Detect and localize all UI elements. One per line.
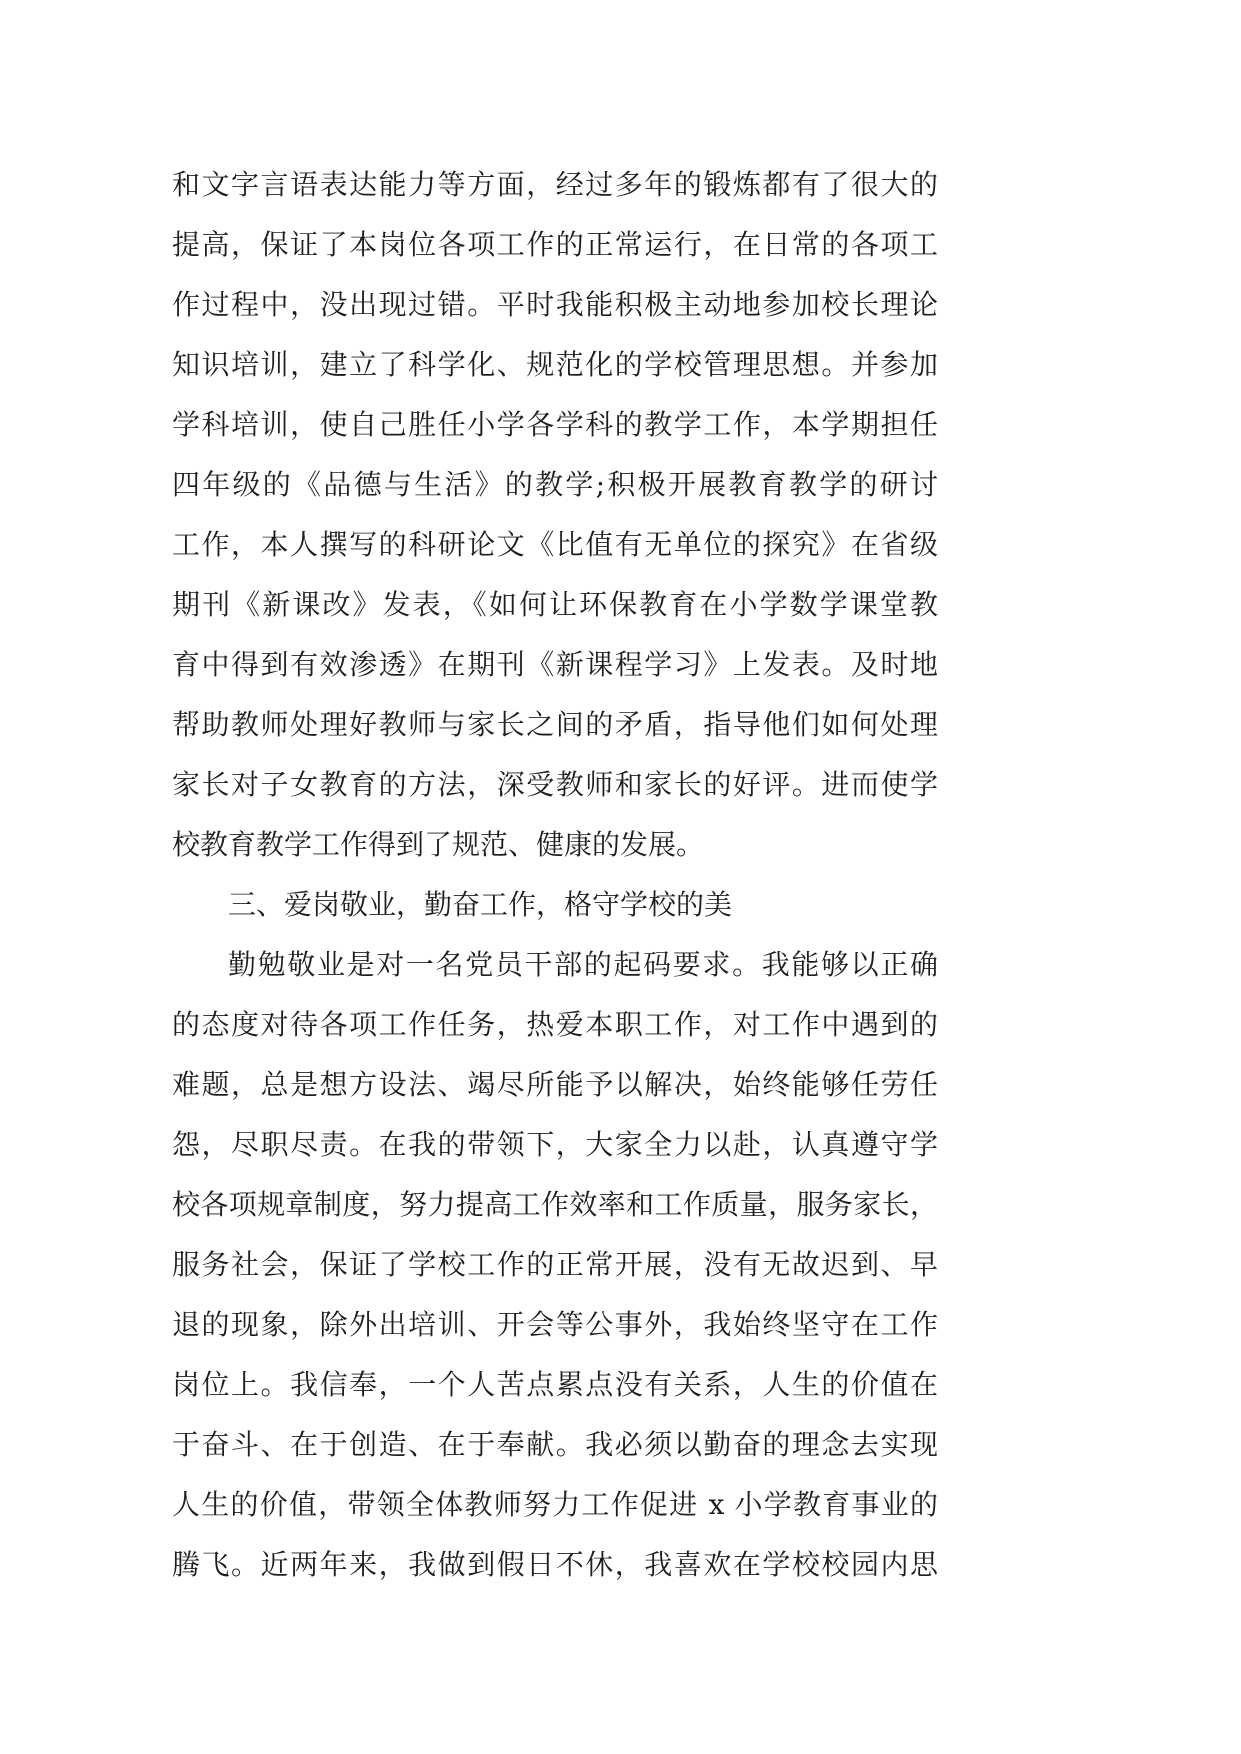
- text-line: 育中得到有效渗透》在期刊《新课程学习》上发表。及时地: [172, 648, 938, 681]
- text-line: 知识培训，建立了科学化、规范化的学校管理思想。并参加: [172, 348, 938, 381]
- paragraph-1: [172, 155, 938, 875]
- text-line: 岗位上。我信奉，一个人苦点累点没有关系，人生的价值在: [172, 1368, 938, 1401]
- text-line: 的态度对待各项工作任务，热爱本职工作，对工作中遇到的: [172, 1008, 938, 1041]
- text-line: 退的现象，除外出培训、开会等公事外，我始终坚守在工作: [172, 1308, 938, 1341]
- text-line: 提高，保证了本岗位各项工作的正常运行，在日常的各项工: [172, 228, 938, 261]
- text-line: 服务社会，保证了学校工作的正常开展，没有无故迟到、早: [172, 1248, 938, 1281]
- text-line: 和文字言语表达能力等方面，经过多年的锻炼都有了很大的: [172, 168, 938, 201]
- text-line: 作过程中，没出现过错。平时我能积极主动地参加校长理论: [172, 288, 938, 321]
- text-line: 勤勉敬业是对一名党员干部的起码要求。我能够以正确: [228, 948, 938, 981]
- text-line: 工作，本人撰写的科研论文《比值有无单位的探究》在省级: [172, 528, 938, 561]
- section-heading: 三、爱岗敬业，勤奋工作，格守学校的美: [228, 888, 733, 921]
- text-line: 于奋斗、在于创造、在于奉献。我必须以勤奋的理念去实现: [172, 1428, 938, 1461]
- text-line: 家长对子女教育的方法，深受教师和家长的好评。进而使学: [172, 768, 938, 801]
- text-line: 校教育教学工作得到了规范、健康的发展。: [172, 828, 705, 861]
- document-body: [172, 155, 938, 1595]
- text-line: 学科培训，使自己胜任小学各学科的教学工作，本学期担任: [172, 408, 938, 441]
- text-line: 难题，总是想方设法、竭尽所能予以解决，始终能够任劳任: [172, 1068, 938, 1101]
- text-line: 期刊《新课改》发表，《如何让环保教育在小学数学课堂教: [172, 588, 938, 621]
- text-line: 人生的价值，带领全体教师努力工作促进 x 小学教育事业的: [172, 1488, 938, 1521]
- paragraph-2: [172, 935, 938, 1595]
- text-line: 四年级的《品德与生活》的教学;积极开展教育教学的研讨: [172, 468, 938, 501]
- text-line: 帮助教师处理好教师与家长之间的矛盾，指导他们如何处理: [172, 708, 938, 741]
- text-line: 校各项规章制度，努力提高工作效率和工作质量，服务家长，: [172, 1188, 938, 1221]
- text-line: 怨，尽职尽责。在我的带领下，大家全力以赴，认真遵守学: [172, 1128, 938, 1161]
- text-line: 腾飞。近两年来，我做到假日不休，我喜欢在学校校园内思: [172, 1548, 938, 1581]
